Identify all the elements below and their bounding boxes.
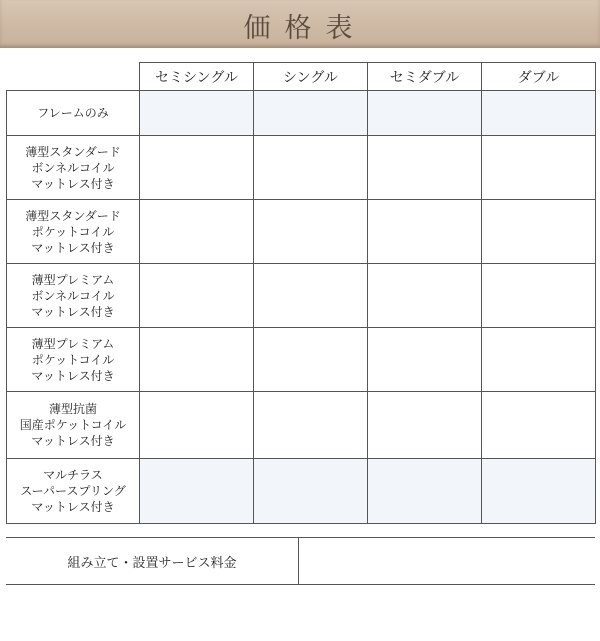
price-table [6,62,596,524]
price-cell [140,91,254,136]
assembly-service-price [299,538,595,584]
price-cell [254,91,368,136]
price-cell [482,392,596,459]
assembly-service-row [6,537,595,585]
price-cell [368,328,482,392]
corner-cell [7,63,140,91]
price-cell [482,91,596,136]
price-cell [254,200,368,264]
column-header-double: ダブル [482,63,596,91]
price-cell [254,328,368,392]
table-row [7,91,596,136]
table-row [7,392,596,459]
price-cell [368,264,482,328]
price-cell [482,200,596,264]
row-label: 薄型スタンダード ポケットコイル マットレス付き [7,200,140,264]
table-row [7,264,596,328]
row-label: 薄型プレミアム ボンネルコイル マットレス付き [7,264,140,328]
price-cell [140,459,254,524]
assembly-service-label: 組み立て・設置サービス料金 [6,538,299,584]
column-header-semi-double: セミダブル [368,63,482,91]
price-cell [254,136,368,200]
price-cell [368,392,482,459]
price-cell [368,200,482,264]
row-label: 薄型抗菌 国産ポケットコイル マットレス付き [7,392,140,459]
price-cell [140,200,254,264]
page-title: 価格表 [243,13,367,44]
table-row [7,328,596,392]
header-row [7,63,596,91]
price-cell [368,91,482,136]
price-cell [140,328,254,392]
price-cell [482,264,596,328]
price-cell [140,264,254,328]
column-header-semi-single: セミシングル [140,63,254,91]
price-cell [482,328,596,392]
row-label: 薄型スタンダード ボンネルコイル マットレス付き [7,136,140,200]
table-row [7,136,596,200]
price-cell [368,459,482,524]
table-row [7,200,596,264]
price-cell [482,459,596,524]
row-label: マルチラス スーパースプリング マットレス付き [7,459,140,524]
table-row [7,459,596,524]
row-label: フレームのみ [7,91,140,136]
price-cell [254,392,368,459]
title-banner [0,0,600,48]
column-header-single: シングル [254,63,368,91]
row-label: 薄型プレミアム ポケットコイル マットレス付き [7,328,140,392]
price-cell [254,264,368,328]
price-cell [254,459,368,524]
price-cell [368,136,482,200]
price-cell [482,136,596,200]
price-cell [140,136,254,200]
price-cell [140,392,254,459]
